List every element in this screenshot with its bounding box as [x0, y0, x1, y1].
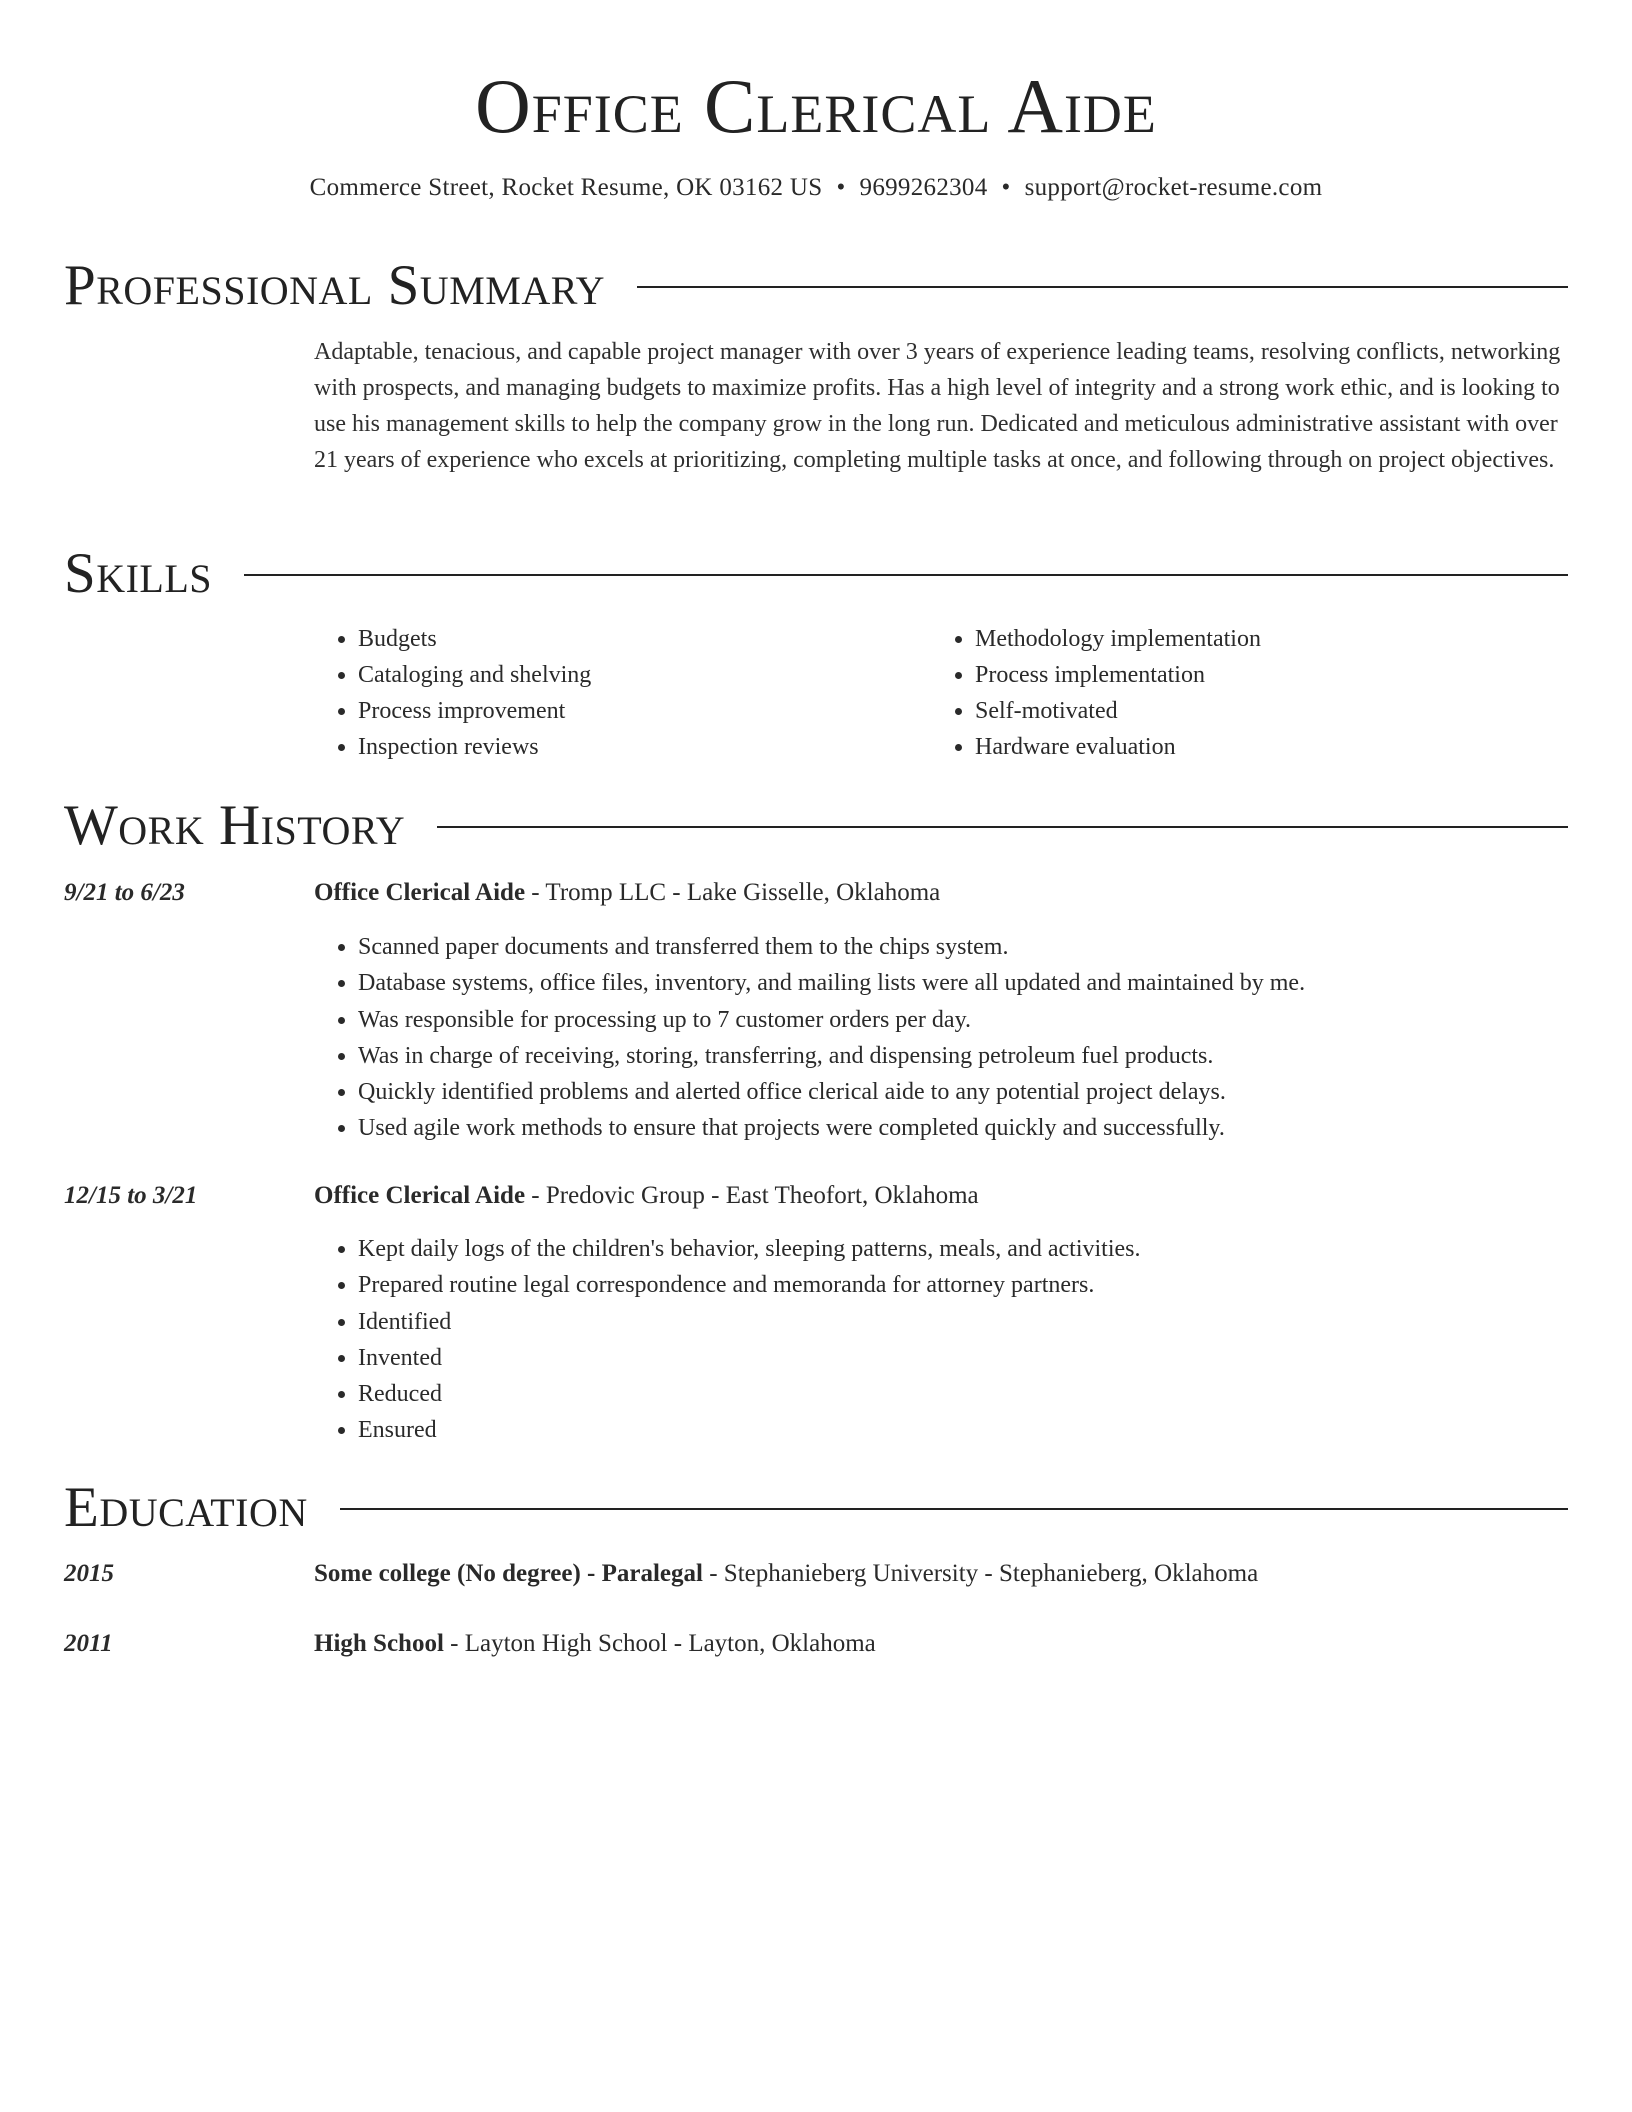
education-line	[314, 1556, 1258, 1592]
job-title: Office Clerical Aide	[314, 879, 526, 906]
job-dates: 12/15 to 3/21	[64, 1182, 198, 1209]
job-title: Office Clerical Aide	[314, 1182, 526, 1209]
job-employer: - Predovic Group - East Theofort, Oklahoma	[525, 1182, 979, 1209]
skills-column-right	[931, 621, 1548, 765]
education-year: 2015	[64, 1560, 114, 1587]
contact-separator: •	[836, 174, 846, 201]
skills-heading: Skills	[64, 542, 213, 605]
job-bullet: • Invented	[358, 1340, 1140, 1376]
summary-text: Adaptable, tenacious, and capable project manager with over 3 years of experience leading teams, resolving conflicts, networking with prospects, and managing budgets to maximize profits. Has a high level of integrity and a strong work ethic, and is looking to use his management skills to help the company grow in the long run. Dedicated and meticulous administrative assistant with over 21 years of experience who excels at prioritizing, completing multiple tasks at once, and following through on project objectives.	[314, 339, 1561, 473]
summary-section-header	[64, 256, 1568, 316]
job-bullet: • Was responsible for processing up to 7 customer orders per day.	[358, 1002, 1305, 1038]
job-bullet: • Ensured	[358, 1412, 1140, 1448]
skill-item: • Process implementation	[975, 657, 1548, 693]
skill-item: • Self-motivated	[975, 693, 1548, 729]
education-line	[314, 1626, 876, 1662]
contact-phone: 9699262304	[859, 174, 988, 201]
job-bullets	[314, 1231, 1140, 1449]
section-divider	[340, 1508, 1568, 1510]
job-bullet: • Used agile work methods to ensure that projects were completed quickly and successfully.	[358, 1110, 1305, 1146]
skill-item: • Process improvement	[358, 693, 931, 729]
contact-line	[0, 174, 1632, 202]
contact-email: support@rocket-resume.com	[1024, 174, 1323, 201]
job-bullet: • Prepared routine legal correspondence and memoranda for attorney partners.	[358, 1267, 1140, 1303]
job-bullets	[314, 929, 1305, 1147]
education-degree: High School	[314, 1630, 444, 1657]
education-school: - Layton High School - Layton, Oklahoma	[443, 1630, 876, 1657]
education-year: 2011	[64, 1630, 113, 1657]
job-bullet: • Database systems, office files, inventory, and mailing lists were all updated and maintained by me.	[358, 965, 1305, 1001]
skills-section-header	[64, 544, 1568, 604]
job-bullet: • Quickly identified problems and alerted office clerical aide to any potential project delays.	[358, 1074, 1305, 1110]
summary-heading: Professional Summary	[64, 254, 606, 317]
job-title-line	[314, 875, 940, 911]
work-heading: Work History	[64, 794, 406, 857]
resume-name: Office Clerical Aide	[475, 63, 1157, 149]
section-divider	[437, 826, 1568, 828]
education-heading: Education	[64, 1476, 308, 1539]
skill-item: • Inspection reviews	[358, 729, 931, 765]
job-bullet: • Reduced	[358, 1376, 1140, 1412]
skill-item: • Methodology implementation	[975, 621, 1548, 657]
skills-list	[314, 621, 1568, 765]
job-dates: 9/21 to 6/23	[64, 879, 185, 906]
job-title-line	[314, 1178, 979, 1214]
skill-item: • Cataloging and shelving	[358, 657, 931, 693]
work-section-header	[64, 796, 1568, 856]
section-divider	[244, 574, 1568, 576]
contact-separator: •	[1001, 174, 1011, 201]
education-degree: Some college (No degree) - Paralegal	[314, 1560, 703, 1587]
job-bullet: • Was in charge of receiving, storing, transferring, and dispensing petroleum fuel products.	[358, 1038, 1305, 1074]
skills-column-left	[314, 621, 931, 765]
section-divider	[637, 286, 1568, 288]
job-bullet: • Scanned paper documents and transferred them to the chips system.	[358, 929, 1305, 965]
job-bullet: • Kept daily logs of the children's behavior, sleeping patterns, meals, and activities.	[358, 1231, 1140, 1267]
skill-item: • Hardware evaluation	[975, 729, 1548, 765]
job-employer: - Tromp LLC - Lake Gisselle, Oklahoma	[525, 879, 941, 906]
education-section-header	[64, 1478, 1568, 1538]
job-bullet: • Identified	[358, 1304, 1140, 1340]
education-school: - Stephanieberg University - Stephanieberg, Oklahoma	[702, 1560, 1259, 1587]
contact-address: Commerce Street, Rocket Resume, OK 03162 US	[309, 174, 823, 201]
skill-item: • Budgets	[358, 621, 931, 657]
